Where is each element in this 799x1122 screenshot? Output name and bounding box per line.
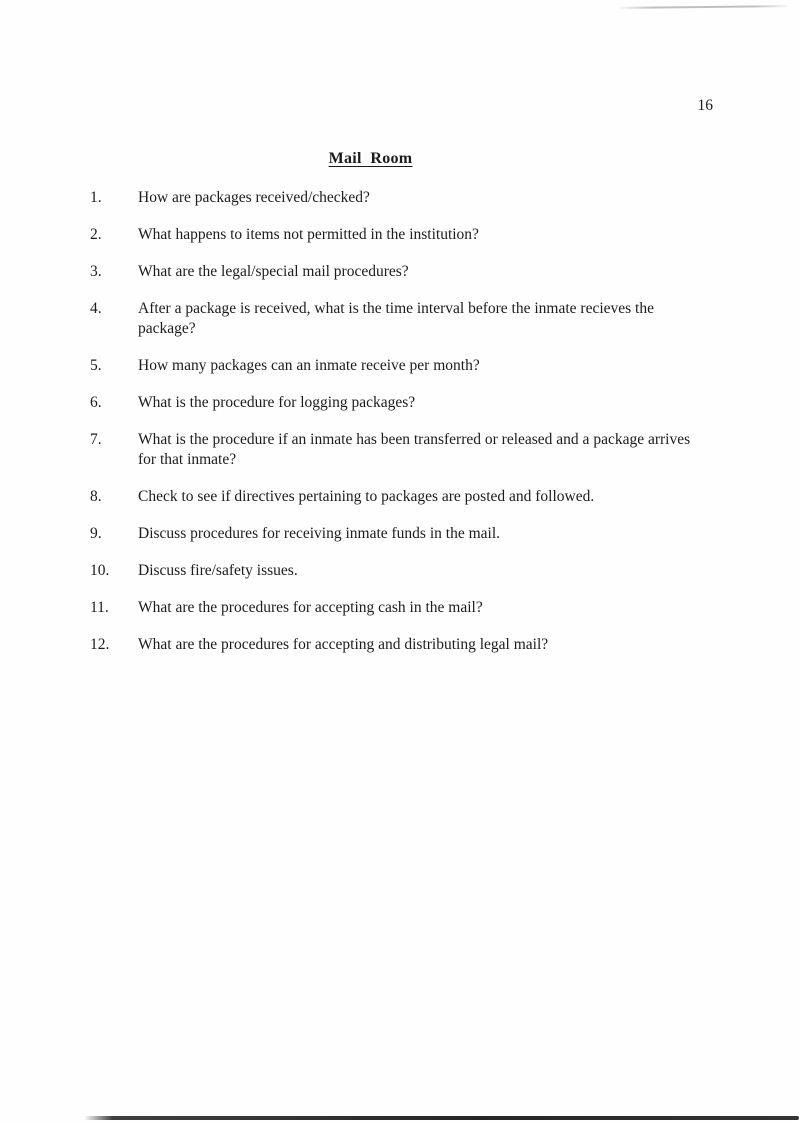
scan-artifact-top-line — [617, 5, 787, 9]
item-text: What are the procedures for accepting and distributing legal mail? — [138, 636, 549, 653]
scan-artifact-bottom-line — [84, 1116, 799, 1120]
page-number: 16 — [697, 97, 713, 114]
list-item — [90, 430, 712, 470]
list-item — [90, 635, 712, 655]
item-text: How many packages can an inmate receive per month? — [138, 357, 480, 374]
page-title — [0, 150, 770, 168]
item-number: 1. — [90, 189, 102, 206]
item-number: 9. — [90, 525, 102, 542]
item-number: 4. — [90, 300, 102, 317]
list-item — [90, 393, 712, 413]
list-item — [90, 598, 712, 618]
item-text: What are the procedures for accepting cash in the mail? — [138, 599, 483, 616]
list-item — [90, 561, 712, 581]
list-item — [90, 262, 712, 282]
question-list — [90, 188, 712, 672]
item-number: 8. — [90, 488, 102, 505]
list-item — [90, 188, 712, 208]
item-text: Discuss procedures for receiving inmate funds in the mail. — [138, 525, 500, 542]
list-item — [90, 225, 712, 245]
item-text: After a package is received, what is the time interval before the inmate recieves the package? — [138, 300, 654, 337]
item-text: What are the legal/special mail procedures? — [138, 263, 409, 280]
page-title-text: Mail Room — [328, 150, 413, 167]
item-number: 5. — [90, 357, 102, 374]
item-number: 2. — [90, 226, 102, 243]
item-number: 11. — [90, 599, 109, 616]
item-text: What is the procedure if an inmate has been transferred or released and a package arrives for that inmate? — [138, 431, 691, 468]
item-number: 12. — [90, 636, 110, 653]
item-number: 6. — [90, 394, 102, 411]
item-text: How are packages received/checked? — [138, 189, 370, 206]
list-item — [90, 356, 712, 376]
item-text: What happens to items not permitted in the institution? — [138, 226, 479, 243]
item-number: 10. — [90, 562, 110, 579]
list-item — [90, 524, 712, 544]
item-number: 3. — [90, 263, 102, 280]
item-text: What is the procedure for logging packages? — [138, 394, 416, 411]
list-item — [90, 299, 712, 339]
item-number: 7. — [90, 431, 102, 448]
list-item — [90, 487, 712, 507]
item-text: Discuss fire/safety issues. — [138, 562, 298, 579]
item-text: Check to see if directives pertaining to packages are posted and followed. — [138, 488, 595, 505]
